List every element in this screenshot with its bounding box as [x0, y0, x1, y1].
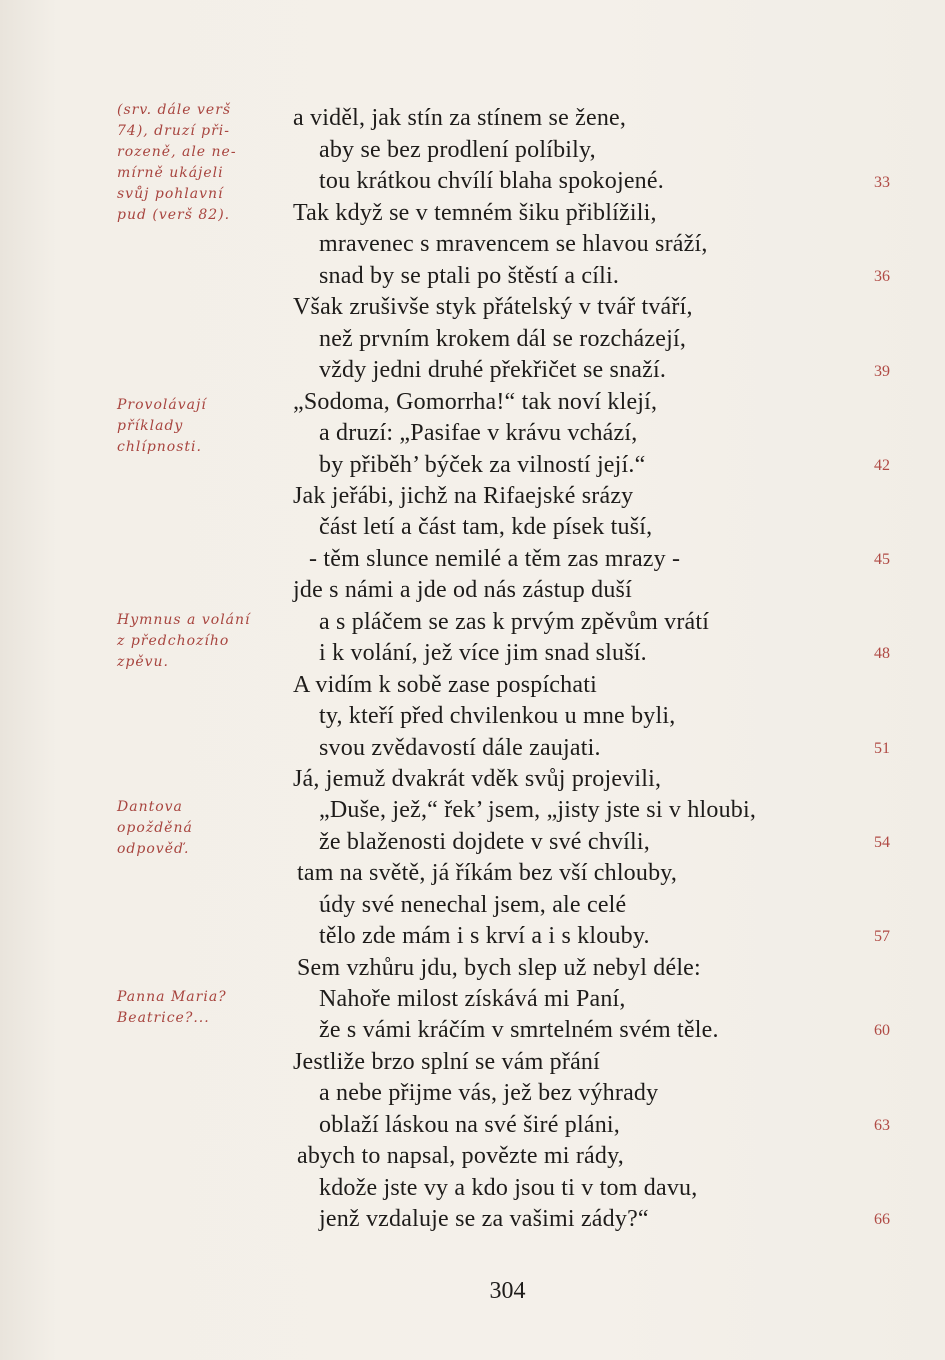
- verse-line: jenž vzdaluje se za vašimi zády?“: [319, 1206, 649, 1232]
- verse-line: tam na světě, já říkám bez vší chlouby,: [297, 860, 678, 886]
- margin-note-4: Dantova opožděná odpověď.: [117, 799, 193, 857]
- verse-line: Tak když se v temném šiku přiblížili,: [293, 200, 657, 226]
- verse-line: kdože jste vy a kdo jsou ti v tom davu,: [319, 1175, 698, 1201]
- verse-line: aby se bez prodlení políbily,: [319, 137, 596, 163]
- verse-line: část letí a část tam, kde písek tuší,: [319, 514, 653, 540]
- verse-line: že s vámi kráčím v smrtelném svém těle.: [319, 1017, 719, 1043]
- line-number: 54: [874, 834, 890, 851]
- verse-line: a nebe přijme vás, jež bez výhrady: [319, 1080, 659, 1106]
- verse-line: svou zvědavostí dále zaujati.: [319, 735, 601, 761]
- margin-note-5: Panna Maria? Beatrice?...: [117, 989, 227, 1026]
- line-number: 66: [874, 1211, 890, 1228]
- verse-line: - těm slunce nemilé a těm zas mrazy -: [309, 546, 681, 572]
- verse-line: ty, kteří před chvilenkou u mne byli,: [319, 703, 676, 729]
- verse-line: Jak jeřábi, jichž na Rifaejské srázy: [293, 483, 634, 509]
- verse-line: než prvním krokem dál se rozcházejí,: [319, 326, 687, 352]
- verse-line: i k volání, jež více jim snad sluší.: [319, 640, 647, 666]
- line-number: 57: [874, 928, 890, 945]
- verse-line: že blaženosti dojdete v své chvíli,: [319, 829, 650, 855]
- line-number: 39: [874, 363, 890, 380]
- verse-line: mravenec s mravencem se hlavou sráží,: [319, 231, 708, 257]
- verse-line: a viděl, jak stín za stínem se žene,: [293, 105, 627, 131]
- verse-line: „Duše, jež,“ řek’ jsem, „jisty jste si v hloubi,: [319, 797, 757, 823]
- verse-line: Já, jemuž dvakrát vděk svůj projevili,: [293, 766, 662, 792]
- page-number: 304: [489, 1278, 526, 1304]
- line-number: 60: [874, 1022, 890, 1039]
- line-number: 33: [874, 174, 890, 191]
- verse-line: údy své nenechal jsem, ale celé: [319, 892, 627, 918]
- verse-line: snad by se ptali po štěstí a cíli.: [319, 263, 620, 289]
- verse-line: Však zrušivše styk přátelský v tvář tváří,: [293, 294, 693, 320]
- verse-line: a druzí: „Pasifae v krávu vchází,: [319, 420, 638, 446]
- margin-note-3: Hymnus a volání z předchozího zpěvu.: [117, 612, 251, 670]
- verse-line: by přiběh’ býček za vilností její.“: [319, 452, 646, 478]
- line-number: 48: [874, 645, 890, 662]
- line-number: 45: [874, 551, 890, 568]
- line-number: 36: [874, 268, 890, 285]
- verse-line: oblaží láskou na své širé pláni,: [319, 1112, 620, 1138]
- verse-line: Jestliže brzo splní se vám přání: [293, 1049, 600, 1075]
- verse-line: „Sodoma, Gomorrha!“ tak noví klejí,: [293, 389, 658, 415]
- line-number: 63: [874, 1117, 890, 1134]
- line-number: 42: [874, 457, 890, 474]
- verse-line: tou krátkou chvílí blaha spokojené.: [319, 168, 664, 194]
- verse-line: Nahoře milost získává mi Paní,: [319, 986, 626, 1012]
- verse-line: jde s námi a jde od nás zástup duší: [293, 577, 632, 603]
- line-number: 51: [874, 740, 890, 757]
- margin-note-1: (srv. dále verš 74), druzí při- rozeně, ale ne- mírně ukájeli svůj pohlavní pud (verš 82).: [117, 102, 237, 223]
- verse-line: vždy jedni druhé překřičet se snaží.: [319, 357, 667, 383]
- verse-line: a s pláčem se zas k prvým zpěvům vrátí: [319, 609, 710, 635]
- verse-line: tělo zde mám i s krví a i s klouby.: [319, 923, 650, 949]
- verse-line: abych to napsal, povězte mi rády,: [297, 1143, 624, 1169]
- verse-line: A vidím k sobě zase pospíchati: [293, 672, 597, 698]
- margin-note-2: Provolávají příklady chlípnosti.: [117, 397, 207, 455]
- verse-line: Sem vzhůru jdu, bych slep už nebyl déle:: [297, 955, 701, 981]
